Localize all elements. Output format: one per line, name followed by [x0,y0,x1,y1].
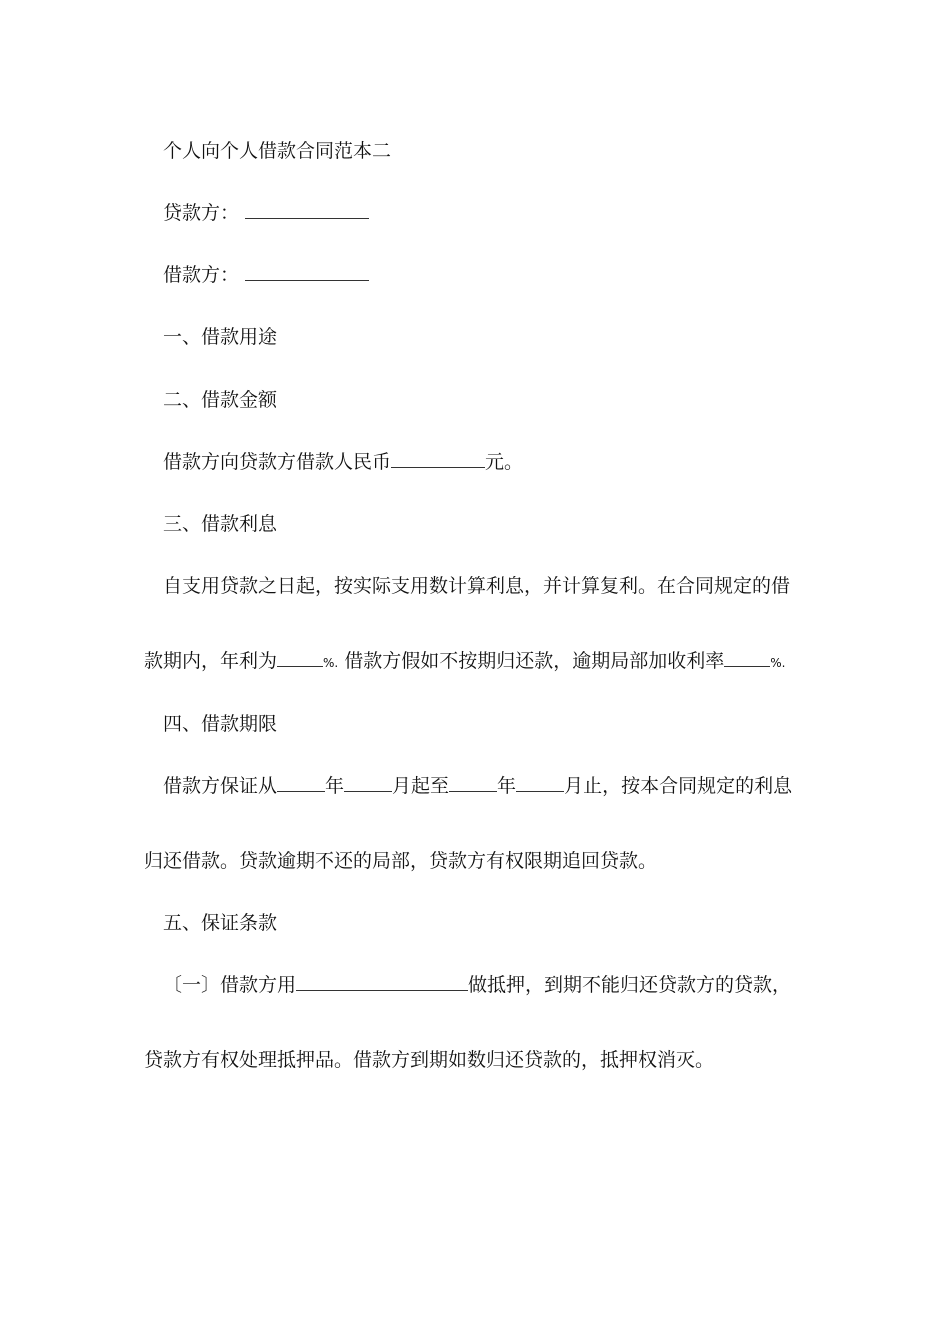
borrower-blank [245,262,369,281]
collateral-blank [296,972,468,991]
term-text-1: 借款方保证从 [163,775,278,797]
guarantee-text-2: 做抵押，到期不能归还贷款方的贷款， [468,974,792,996]
document-title: 个人向个人借款合同范本二 [163,140,392,162]
term-text-2: 月止，按本合同规定的利息 [564,775,793,797]
start-month-blank [344,773,392,792]
borrower-line [163,262,369,288]
term-line-2: 归还借款。贷款逾期不还的局部，贷款方有权限期追回贷款。 [144,850,658,872]
section-5-heading: 五、保证条款 [163,912,278,934]
section-2-heading: 二、借款金额 [163,389,278,411]
interest-line-1: 自支用贷款之日起，按实际支用数计算利息，并计算复利。在合同规定的借 [163,575,791,597]
lender-line [163,200,369,226]
term-month-1: 月起至 [392,775,450,797]
section-4-heading: 四、借款期限 [163,713,278,735]
interest-text-2: 借款方假如不按期归还款，逾期局部加收利率 [338,650,725,672]
interest-line-2 [144,648,786,676]
amount-text-before: 借款方向贷款方借款人民币 [163,451,392,473]
term-year-1: 年 [325,775,345,797]
end-month-blank [516,773,564,792]
section-3-heading: 三、借款利息 [163,513,278,535]
overdue-rate-blank [724,648,770,667]
term-year-2: 年 [497,775,517,797]
guarantee-line-1 [163,972,791,998]
lender-label: 贷款方： [163,202,240,224]
term-line-1 [163,773,792,799]
start-year-blank [277,773,325,792]
section-1-heading: 一、借款用途 [163,326,278,348]
amount-text-after: 元。 [485,451,524,473]
overdue-rate-percent: %. [770,656,786,670]
amount-blank [391,449,485,468]
guarantee-text-1: 〔一〕借款方用 [163,974,297,996]
amount-line [163,449,523,475]
guarantee-line-2: 贷款方有权处理抵押品。借款方到期如数归还贷款的，抵押权消灭。 [144,1049,715,1071]
borrower-label: 借款方： [163,264,240,286]
annual-rate-percent: %. [323,656,339,670]
end-year-blank [449,773,497,792]
lender-blank [245,200,369,219]
annual-rate-blank [277,648,323,667]
interest-text-1: 款期内，年利为 [144,650,278,672]
